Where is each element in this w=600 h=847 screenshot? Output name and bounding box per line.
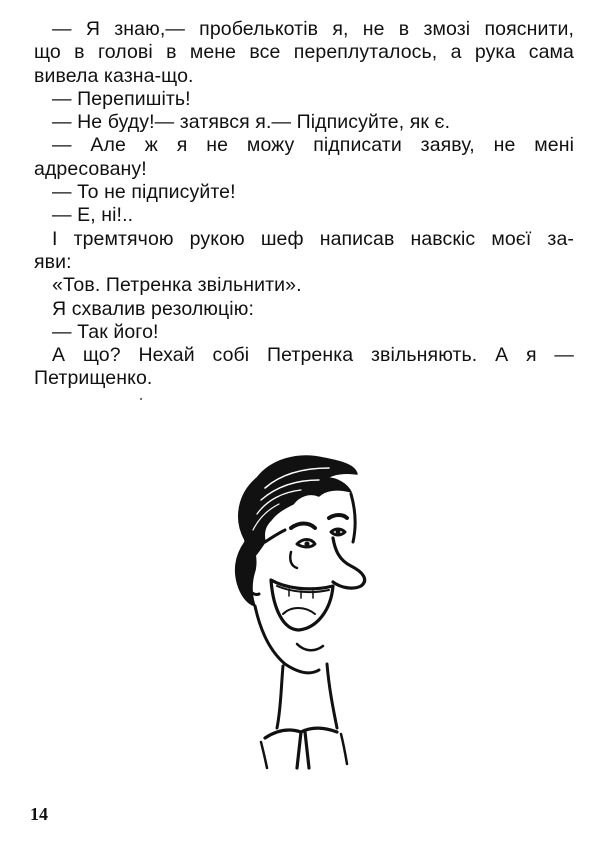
text-line: І тремтячою рукою шеф написав навскіс моєї за-	[52, 227, 574, 250]
story-text	[34, 18, 574, 391]
text-line: — Е, ні!..	[52, 204, 134, 227]
text-line: Петрищенко.	[34, 367, 153, 390]
text-line: — Перепишіть!	[52, 87, 191, 110]
text-line: яви:	[34, 250, 72, 273]
text-line: — Але ж я не можу підписати заяву, не мені	[52, 134, 574, 157]
text-line: вивела казна-що.	[34, 64, 194, 87]
text-line: адресовану!	[34, 157, 147, 180]
eyebrow-left	[291, 524, 315, 529]
page-number: 14	[30, 804, 48, 824]
print-speck	[140, 398, 142, 400]
sideburn-shape	[236, 542, 256, 606]
text-line: «Тов. Петренка звільнити».	[52, 274, 302, 297]
text-line: — Так його!	[52, 320, 159, 343]
text-line: — Не буду!— затявся я.— Підписуйте, як є.	[52, 111, 451, 134]
text-line: А що? Нехай собі Петренка звільняють. А я —	[52, 344, 574, 367]
caricature-illustration	[205, 438, 395, 778]
collar-shape	[265, 728, 337, 768]
text-line: Я схвалив резолюцію:	[52, 297, 254, 320]
text-line: — Я знаю,— пробелькотів я, не в змозі пояснити,	[52, 18, 574, 40]
text-line: — То не підписуйте!	[52, 181, 236, 204]
text-line: що в голові в мене все переплуталось, а рука сама	[34, 41, 574, 64]
eyebrow-right	[329, 515, 347, 518]
nose-shape	[333, 538, 365, 588]
